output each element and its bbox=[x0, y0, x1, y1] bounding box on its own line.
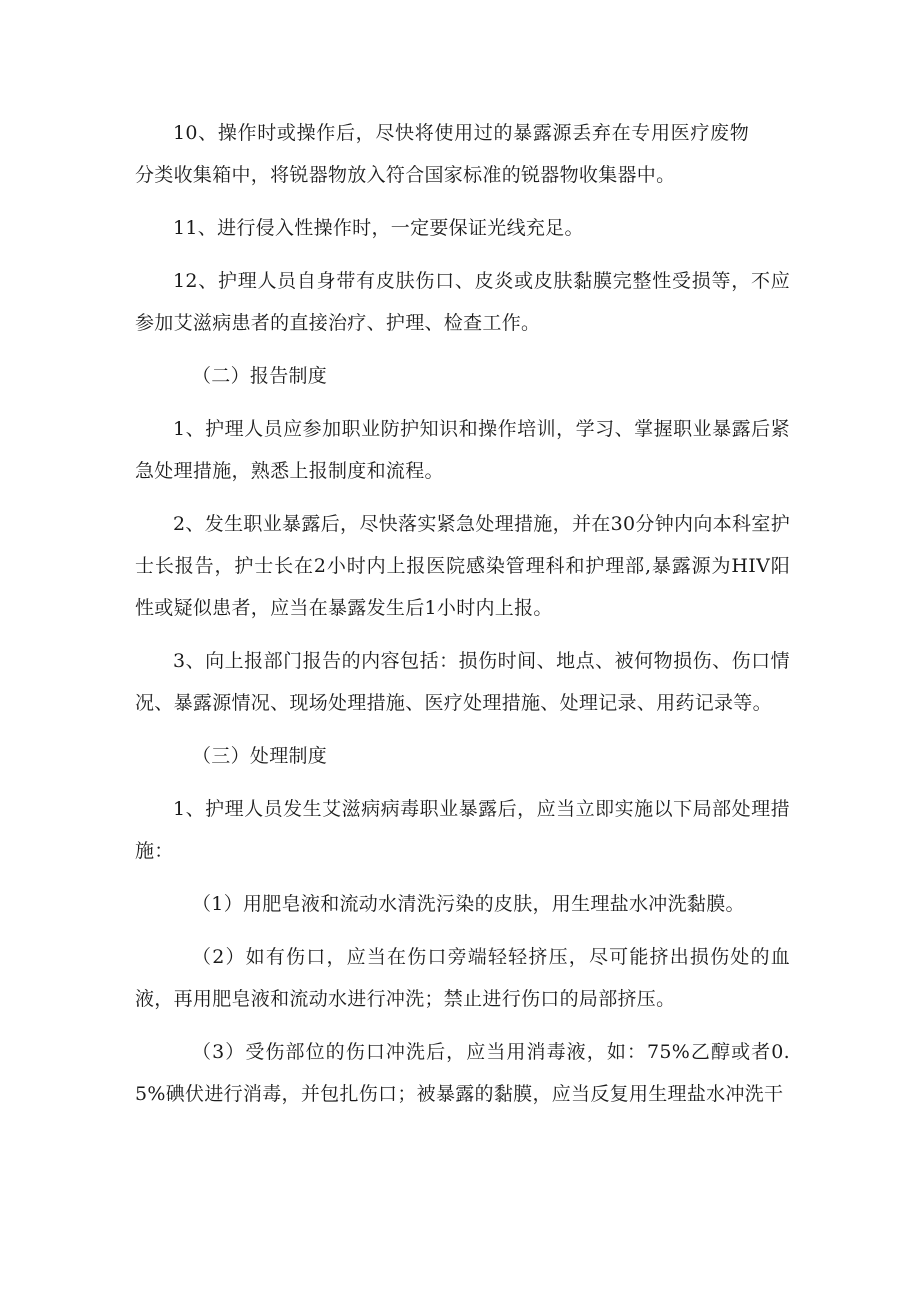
handling-subitem-2: （2）如有伤口，应当在伤口旁端轻轻挤压，尽可能挤出损伤处的血液，再用肥皂液和流动水进行冲洗；禁止进行伤口的局部挤压。 bbox=[135, 946, 790, 1010]
section-heading-report: （二）报告制度 bbox=[192, 365, 328, 387]
paragraph-item-12: 12、护理人员自身带有皮肤伤口、皮炎或皮肤黏膜完整性受损等，不应参加艾滋病患者的直接治疗、护理、检查工作。 bbox=[135, 270, 790, 334]
paragraph-item-11: 11、进行侵入性操作时，一定要保证光线充足。 bbox=[173, 217, 584, 239]
paragraph-item-10: 10、操作时或操作后，尽快将使用过的暴露源丢弃在专用医疗废物分类收集箱中，将锐器物放入符合国家标准的锐器物收集器中。 bbox=[135, 122, 749, 186]
handling-item-1: 1、护理人员发生艾滋病病毒职业暴露后，应当立即实施以下局部处理措施： bbox=[135, 798, 790, 862]
handling-subitem-3: （3）受伤部位的伤口冲洗后，应当用消毒液，如：75%乙醇或者0.5%碘伏进行消毒，并包扎伤口；被暴露的黏膜，应当反复用生理盐水冲洗干 bbox=[135, 1041, 790, 1105]
report-item-1: 1、护理人员应参加职业防护知识和操作培训，学习、掌握职业暴露后紧急处理措施，熟悉上报制度和流程。 bbox=[135, 418, 790, 482]
report-item-3: 3、向上报部门报告的内容包括：损伤时间、地点、被何物损伤、伤口情况、暴露源情况、现场处理措施、医疗处理措施、处理记录、用药记录等。 bbox=[135, 650, 790, 714]
section-heading-handling: （三）处理制度 bbox=[192, 745, 328, 767]
document-body bbox=[135, 112, 790, 1126]
report-item-2: 2、发生职业暴露后，尽快落实紧急处理措施，并在30分钟内向本科室护士长报告，护士长在2小时内上报医院感染管理科和护理部,暴露源为HIV阳性或疑似患者，应当在暴露发生后1小时内上报。 bbox=[135, 513, 790, 619]
handling-subitem-1: （1）用肥皂液和流动水清洗污染的皮肤，用生理盐水冲洗黏膜。 bbox=[192, 893, 745, 915]
